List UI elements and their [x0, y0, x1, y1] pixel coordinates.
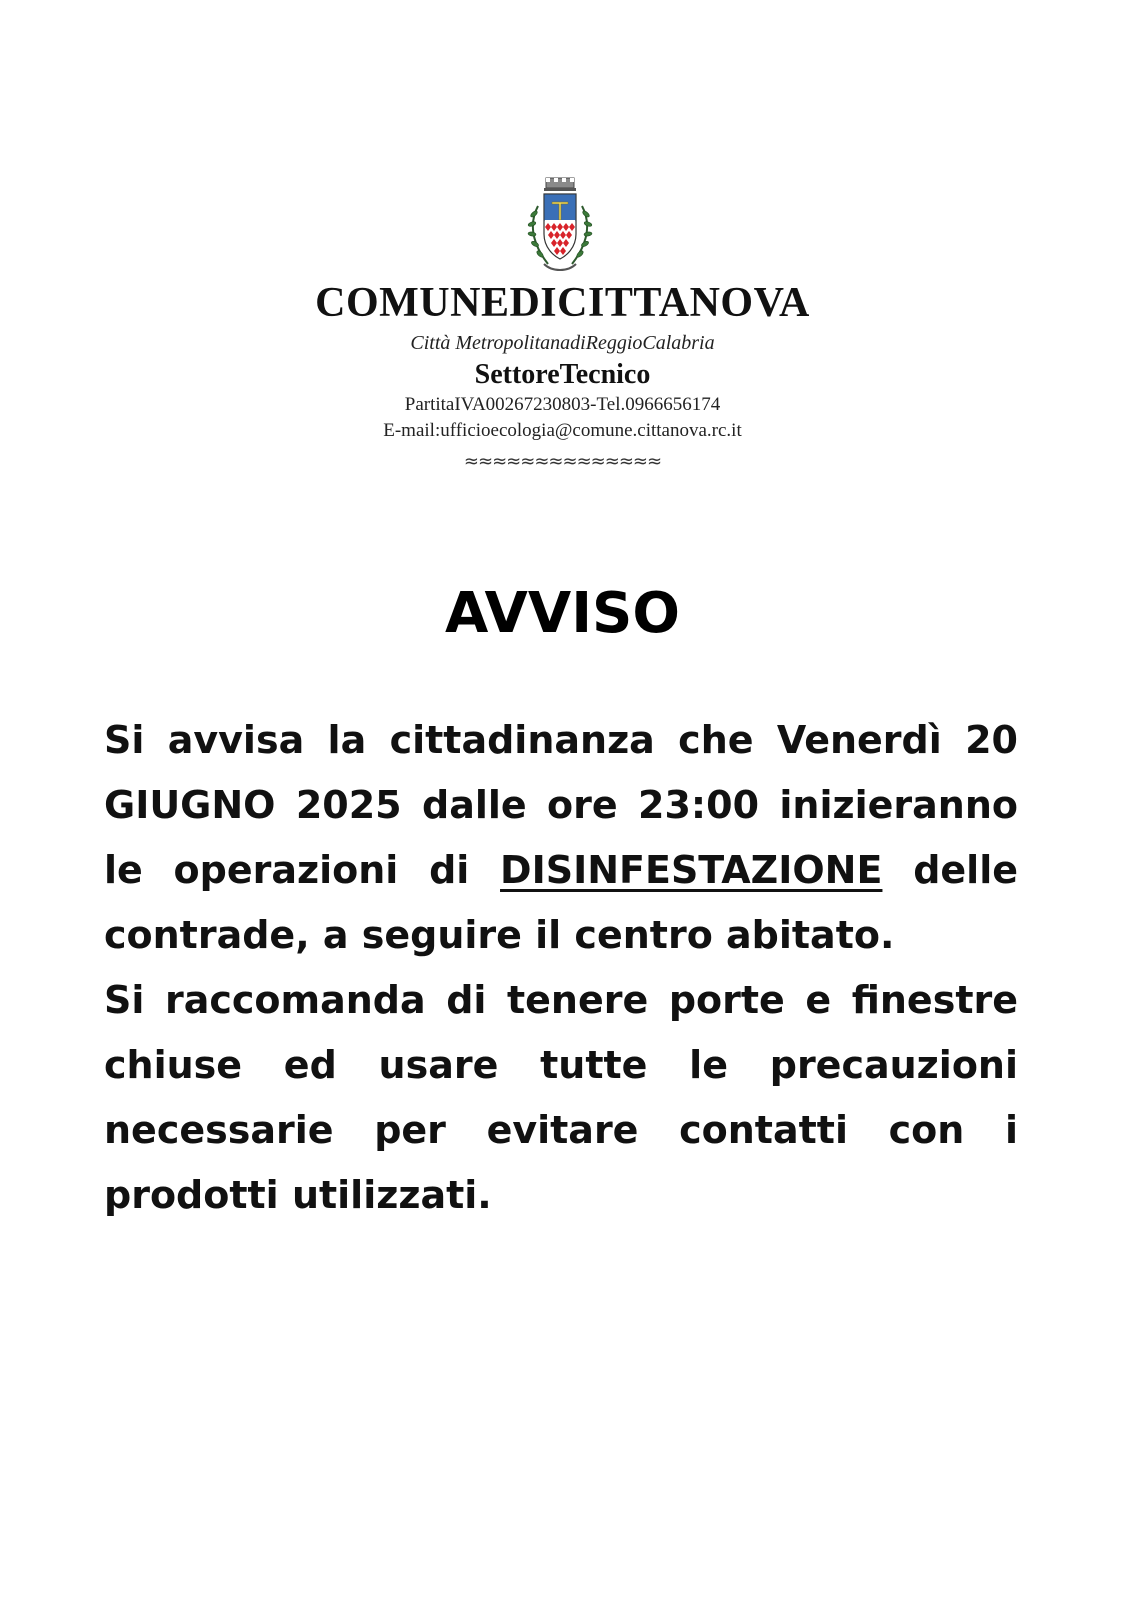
department-name: SettoreTecnico	[474, 359, 651, 390]
letterhead	[0, 280, 1125, 474]
metropolitan-city-subtitle: Città MetropolitanadiReggioCalabria	[410, 332, 715, 354]
notice-paragraph-2: Si raccomanda di tenere porte e finestre chiuse ed usare tutte le precauzioni necessarie per evitare contatti con i prodotti utilizzati.	[104, 978, 1018, 1217]
ribbon-icon	[544, 264, 576, 270]
notice-body	[104, 708, 1018, 1228]
notice-paragraph-1	[104, 708, 1018, 968]
notice-title: AVVISO	[445, 581, 680, 646]
municipality-name: COMUNEDICITTANOVA	[315, 280, 810, 326]
shield-icon	[544, 194, 576, 259]
paragraph-1-outro: delle contrade, a seguire il centro abitato.	[104, 848, 1018, 957]
paragraph-1-intro: Si avvisa la cittadinanza che Venerdì 20 GIUGNO 2025 dalle ore 23:00 inizieranno le operazioni di	[104, 718, 1018, 892]
vat-phone-line: PartitaIVA00267230803-Tel.0966656174	[404, 394, 721, 415]
header-divider: ≈≈≈≈≈≈≈≈≈≈≈≈≈≈	[463, 451, 662, 472]
crown-icon	[544, 178, 576, 191]
coat-of-arms-icon	[520, 176, 600, 276]
email-line: E-mail:ufficioecologia@comune.cittanova.rc.it	[383, 420, 742, 441]
disinfestation-highlight: DISINFESTAZIONE	[500, 848, 883, 892]
